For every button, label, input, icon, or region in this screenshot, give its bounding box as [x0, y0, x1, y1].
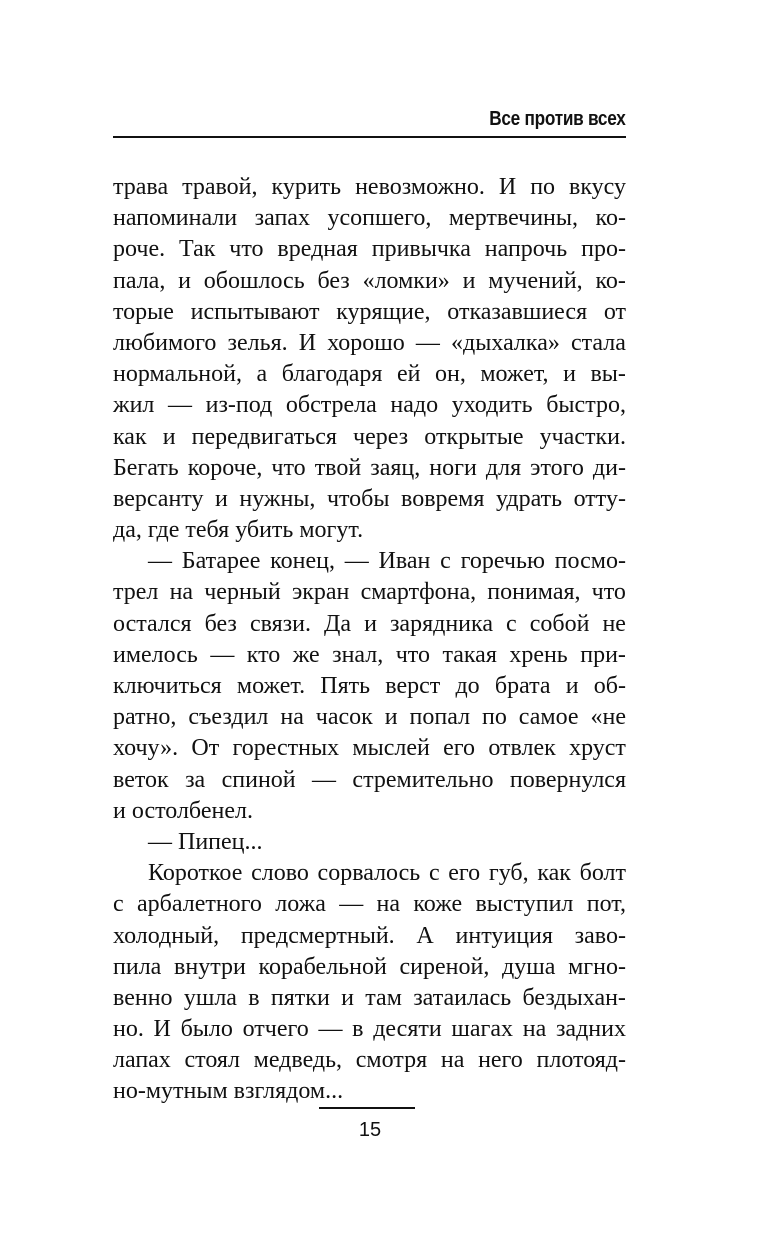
word: — — [312, 766, 337, 793]
word: мучений, — [488, 267, 583, 294]
word: И — [298, 329, 317, 356]
word: и — [113, 797, 126, 824]
word: усопшего, — [327, 205, 432, 232]
word: взглядом... — [233, 1078, 344, 1105]
word: но. — [113, 1016, 144, 1043]
word: горестных — [232, 735, 340, 762]
word: и — [565, 673, 579, 699]
word: и — [563, 361, 576, 388]
word: и — [341, 984, 354, 1011]
word: брата — [494, 673, 551, 699]
word: задних — [555, 1016, 626, 1043]
text-line — [113, 765, 626, 796]
word: сорвалось — [317, 860, 421, 887]
word: остался — [113, 610, 192, 637]
word: пала, — [113, 267, 166, 294]
word: — — [148, 548, 172, 575]
word: арбалетного — [136, 891, 262, 918]
word: тебя — [185, 517, 230, 544]
word: отту- — [573, 485, 626, 512]
word: заво- — [574, 922, 626, 949]
word: понимая, — [487, 579, 581, 606]
word: да, — [113, 517, 142, 544]
word: может. — [236, 673, 306, 699]
word: удрать — [495, 485, 563, 512]
word: горечью — [460, 548, 545, 575]
word: и — [384, 704, 398, 731]
word: твой — [314, 454, 362, 481]
word: привычка — [371, 236, 471, 263]
word: «ломки» — [362, 267, 450, 294]
page-number: 15 — [358, 1119, 382, 1141]
word: шагах — [451, 1016, 514, 1043]
word: невозможно. — [355, 174, 485, 200]
word: трава — [113, 174, 169, 200]
word: на — [280, 704, 304, 731]
word: Пипец... — [178, 828, 263, 855]
text-line — [113, 1076, 626, 1107]
word: на — [376, 891, 401, 918]
word: нормальной, — [113, 361, 242, 388]
word: Иван — [378, 548, 431, 575]
word: торые — [113, 298, 174, 325]
word: ключиться — [113, 673, 222, 699]
word: по — [530, 174, 556, 200]
word: хруст — [569, 735, 626, 762]
text-line — [113, 234, 626, 265]
word: но-мутным — [113, 1078, 228, 1105]
word: пятки — [270, 984, 330, 1011]
word: — — [415, 329, 440, 356]
word: до — [455, 673, 480, 699]
word: и — [364, 610, 377, 637]
text-line — [113, 671, 626, 702]
word: ди- — [592, 454, 626, 481]
word: его — [448, 860, 481, 887]
word: мыслей — [352, 735, 430, 762]
word: курить — [271, 174, 342, 200]
word: отвлек — [488, 735, 556, 762]
word: такая — [442, 641, 497, 668]
word: бездыхан- — [522, 984, 626, 1011]
word: напрочь — [484, 236, 568, 263]
word: Короткое — [148, 860, 243, 887]
word: вредная — [277, 236, 358, 263]
word: хочу». — [113, 735, 179, 762]
word: в — [248, 984, 260, 1011]
word: и — [162, 423, 176, 450]
word: стоял — [184, 1047, 240, 1074]
word: благодаря — [281, 361, 383, 388]
word: веток — [113, 766, 169, 793]
text-line — [113, 609, 626, 640]
footer-rule — [319, 1107, 415, 1109]
word: Так — [179, 236, 216, 263]
word: отчего — [242, 1016, 309, 1043]
word: от — [603, 298, 626, 325]
word: повернулся — [509, 766, 626, 793]
word: где — [147, 517, 180, 544]
text-line — [113, 515, 626, 546]
word: интуиция — [455, 922, 553, 949]
word: предсмертный. — [240, 922, 395, 949]
word: губ, — [488, 860, 529, 887]
word: с — [428, 860, 440, 887]
running-head — [113, 104, 626, 138]
word: убить — [235, 517, 294, 544]
word: через — [353, 423, 409, 450]
text-line — [113, 266, 626, 297]
word: хрень — [509, 641, 568, 668]
word: смартфона, — [360, 579, 477, 606]
word: как — [537, 860, 571, 887]
word: остолбенел. — [131, 797, 253, 824]
word: него — [478, 1047, 523, 1074]
text-line — [113, 297, 626, 328]
word: «дыхалка» — [451, 329, 560, 356]
text-line — [113, 733, 626, 764]
word: — — [168, 392, 192, 419]
word: участки. — [539, 423, 626, 450]
word: испытывают — [190, 298, 320, 325]
word: без — [204, 610, 237, 637]
word: короче, — [187, 454, 263, 481]
word: с — [440, 548, 451, 575]
word: — — [210, 641, 235, 668]
word: посмо- — [554, 548, 626, 575]
word: ко- — [595, 267, 626, 294]
text-line — [113, 203, 626, 234]
word: А — [416, 922, 434, 949]
word: ей — [396, 361, 421, 388]
word: хорошо — [327, 329, 405, 356]
word: любимого — [113, 329, 217, 356]
word: что — [271, 454, 306, 481]
word: плотояд- — [536, 1047, 626, 1074]
word: курящие, — [336, 298, 431, 325]
word: — — [339, 891, 364, 918]
word: И — [498, 174, 517, 200]
word: передвигаться — [191, 423, 337, 450]
word: холодный, — [113, 922, 220, 949]
word: отказавшиеся — [447, 298, 588, 325]
word: быстро, — [546, 392, 626, 419]
word: травой, — [182, 174, 258, 200]
text-line — [113, 952, 626, 983]
word: слово — [251, 860, 309, 887]
word: и — [462, 267, 476, 294]
word: ложа — [275, 891, 326, 918]
word: из-под — [205, 392, 273, 419]
word: собой — [529, 610, 590, 637]
text-line — [113, 1045, 626, 1076]
word: Батарее — [181, 548, 261, 575]
word: запах — [254, 205, 310, 232]
word: верст — [385, 673, 441, 699]
text-line — [113, 328, 626, 359]
word: зарядника — [389, 610, 493, 637]
word: вы- — [590, 361, 626, 388]
word: лапах — [113, 1047, 171, 1074]
word: внутри — [174, 953, 246, 980]
text-line — [113, 640, 626, 671]
word: роче. — [113, 236, 166, 263]
word: — — [148, 828, 172, 855]
word: И — [153, 1016, 171, 1043]
word: ко- — [595, 205, 626, 232]
word: вовремя — [401, 485, 485, 512]
body-text — [113, 172, 626, 1108]
word: и — [214, 485, 228, 512]
word: — — [318, 1016, 343, 1043]
word: с — [506, 610, 517, 637]
word: версанту — [113, 485, 204, 512]
word: десяти — [373, 1016, 442, 1043]
word: с — [113, 891, 124, 918]
word: надо — [390, 392, 439, 419]
word: ушла — [183, 984, 237, 1011]
word: обстрела — [285, 392, 377, 419]
word: не — [602, 610, 626, 637]
word: этого — [530, 454, 584, 481]
word: ратно, — [113, 704, 177, 731]
word: Да — [324, 610, 352, 637]
word: его — [443, 735, 476, 762]
word: смотря — [355, 1047, 428, 1074]
text-line — [113, 577, 626, 608]
word: же — [292, 641, 320, 668]
word: имелось — [113, 641, 198, 668]
word: нужны, — [239, 485, 316, 512]
word: венно — [113, 984, 173, 1011]
text-line — [113, 983, 626, 1014]
word: об- — [593, 673, 626, 699]
word: могут. — [299, 517, 364, 544]
word: без — [317, 267, 350, 294]
word: мгно- — [568, 953, 626, 980]
word: чтобы — [326, 485, 390, 512]
word: часок — [315, 704, 373, 731]
word: уходить — [451, 392, 533, 419]
text-line — [113, 1014, 626, 1045]
word: знал, — [332, 641, 384, 668]
word: кто — [246, 641, 281, 668]
word: а — [256, 361, 268, 388]
word: вкусу — [569, 174, 626, 200]
text-line — [113, 390, 626, 421]
word: там — [365, 984, 402, 1011]
running-head-title: Все против всех — [489, 108, 626, 130]
word: заяц, — [370, 454, 421, 481]
word: может, — [480, 361, 549, 388]
text-line — [113, 858, 626, 889]
word: в — [352, 1016, 364, 1043]
word: спиной — [221, 766, 296, 793]
word: что — [229, 236, 264, 263]
word: сиреной, — [399, 953, 490, 980]
word: черный — [204, 579, 281, 606]
word: напоминали — [113, 205, 238, 232]
word: пот, — [586, 891, 626, 918]
word: выступил — [475, 891, 574, 918]
word: коже — [413, 891, 463, 918]
word: он, — [434, 361, 466, 388]
word: как — [113, 423, 147, 450]
text-line — [113, 921, 626, 952]
text-line — [113, 172, 626, 203]
word: связи. — [249, 610, 311, 637]
word: обошлось — [203, 267, 305, 294]
text-line — [113, 546, 626, 577]
word: «не — [590, 704, 626, 731]
word: что — [591, 579, 626, 606]
word: при- — [580, 641, 626, 668]
word: и — [178, 267, 191, 294]
text-line — [113, 484, 626, 515]
word: трел — [113, 579, 159, 606]
word: стремительно — [352, 766, 494, 793]
word: на — [440, 1047, 465, 1074]
word: попал — [409, 704, 471, 731]
word: самое — [518, 704, 579, 731]
word: зелья. — [227, 329, 288, 356]
word: ноги — [429, 454, 477, 481]
word: болт — [579, 860, 626, 887]
word: для — [485, 454, 522, 481]
word: экран — [291, 579, 350, 606]
text-line — [113, 702, 626, 733]
word: открытые — [424, 423, 524, 450]
word: стала — [570, 329, 626, 356]
word: по — [482, 704, 507, 731]
word: было — [180, 1016, 233, 1043]
word: на — [169, 579, 194, 606]
word: корабельной — [258, 953, 387, 980]
word: мертвечины, — [448, 205, 578, 232]
word: за — [185, 766, 206, 793]
word: про- — [581, 236, 626, 263]
text-line — [113, 422, 626, 453]
word: конец, — [270, 548, 335, 575]
word: медведь, — [253, 1047, 343, 1074]
word: Пять — [320, 673, 371, 699]
word: съездил — [188, 704, 269, 731]
word: пила — [113, 953, 162, 980]
text-line — [113, 889, 626, 920]
text-line — [113, 453, 626, 484]
word: — — [344, 548, 369, 575]
word: От — [191, 735, 220, 762]
word: жил — [113, 392, 155, 419]
text-line — [113, 796, 626, 827]
word: душа — [502, 953, 556, 980]
word: Бегать — [113, 454, 179, 481]
text-line — [113, 827, 626, 858]
text-line — [113, 359, 626, 390]
word: затаилась — [413, 984, 512, 1011]
word: что — [395, 641, 430, 668]
word: на — [522, 1016, 547, 1043]
